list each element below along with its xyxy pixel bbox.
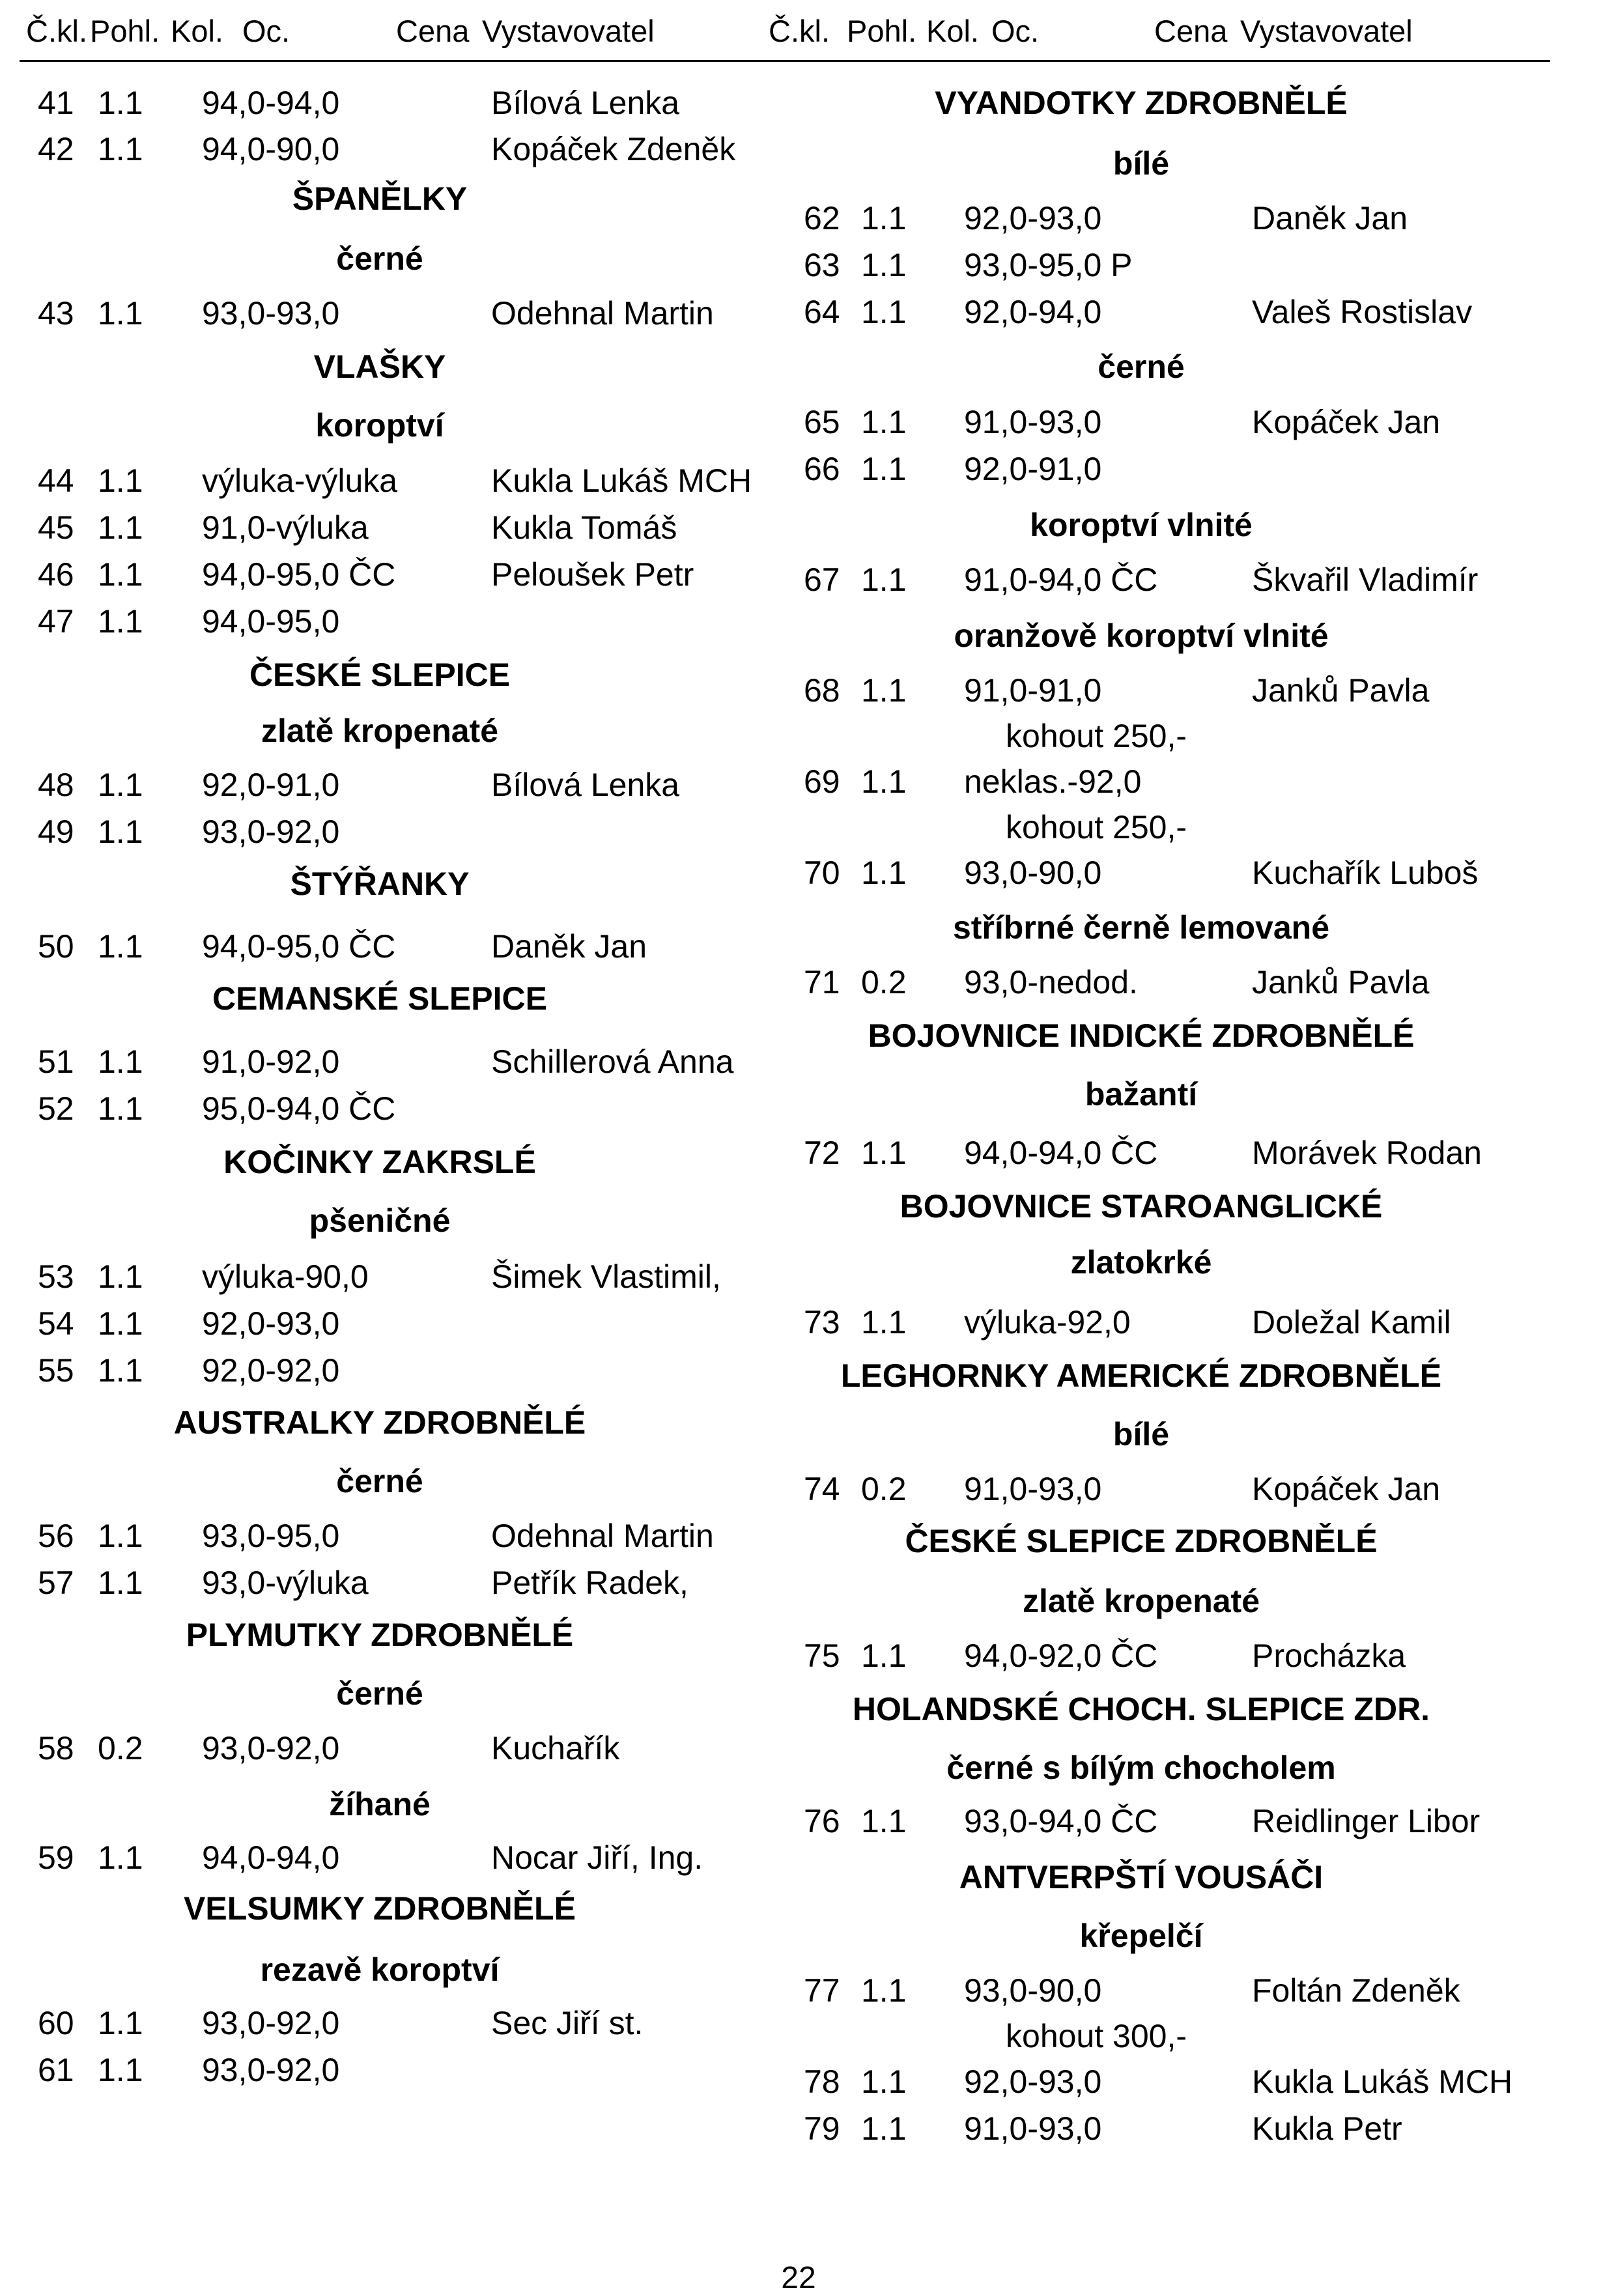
entry-exhibitor: Daněk Jan bbox=[1252, 200, 1408, 236]
entry-number: 66 bbox=[804, 451, 840, 487]
color-variety-heading: černé bbox=[1098, 348, 1185, 385]
entry-exhibitor: Foltán Zdeněk bbox=[1252, 1972, 1460, 2009]
entry-grade: 94,0-95,0 bbox=[202, 603, 340, 640]
entry-number: 55 bbox=[38, 1352, 74, 1389]
entry-grade: 93,0-92,0 bbox=[202, 814, 340, 850]
entry-grade: výluka-výluka bbox=[202, 462, 398, 499]
entry-grade: 93,0-92,0 bbox=[202, 2052, 340, 2088]
entry-grade: výluka-90,0 bbox=[202, 1258, 369, 1295]
entry-grade: 93,0-nedod. bbox=[964, 964, 1138, 1000]
breed-heading: LEGHORNKY AMERICKÉ ZDROBNĚLÉ bbox=[840, 1357, 1442, 1394]
breed-heading: ANTVERPŠTÍ VOUSÁČI bbox=[959, 1859, 1324, 1895]
entry-number: 75 bbox=[804, 1637, 840, 1674]
header-col-exhibitor: Vystavovatel bbox=[1240, 14, 1413, 48]
color-variety-heading: bílé bbox=[1113, 145, 1170, 182]
entry-grade: 93,0-95,0 P bbox=[964, 247, 1133, 283]
header-col-sex: Pohl. bbox=[90, 14, 160, 48]
entry-number: 46 bbox=[38, 556, 74, 593]
entry-number: 48 bbox=[38, 767, 74, 803]
entry-sex: 1.1 bbox=[98, 462, 143, 499]
entry-sex: 1.1 bbox=[861, 1972, 907, 2009]
entry-number: 53 bbox=[38, 1258, 74, 1295]
entry-sex: 1.1 bbox=[98, 1043, 143, 1080]
color-variety-heading: černé bbox=[336, 1675, 423, 1712]
header-rule bbox=[20, 60, 1550, 62]
header-col-exhibitor: Vystavovatel bbox=[482, 14, 655, 48]
entry-exhibitor: Kuchařík bbox=[491, 1730, 620, 1766]
entry-grade: 93,0-92,0 bbox=[202, 2005, 340, 2041]
entry-exhibitor: Kukla Lukáš MCH bbox=[1252, 2063, 1513, 2100]
entry-grade: 94,0-92,0 ČC bbox=[964, 1637, 1158, 1674]
entry-sex: 1.1 bbox=[861, 855, 907, 891]
entry-grade: 91,0-92,0 bbox=[202, 1043, 340, 1080]
entry-number: 61 bbox=[38, 2052, 74, 2088]
entry-sex: 1.1 bbox=[98, 85, 143, 121]
entry-sex: 1.1 bbox=[98, 603, 143, 640]
entry-number: 77 bbox=[804, 1972, 840, 2009]
entry-grade: 92,0-94,0 bbox=[964, 294, 1102, 330]
entry-exhibitor: Kuchařík Luboš bbox=[1252, 855, 1479, 891]
entry-exhibitor: Škvařil Vladimír bbox=[1252, 561, 1479, 598]
entry-exhibitor: Kopáček Jan bbox=[1252, 404, 1441, 440]
entry-grade: 92,0-93,0 bbox=[964, 200, 1102, 236]
color-variety-heading: žíhané bbox=[329, 1786, 431, 1822]
entry-grade: 93,0-92,0 bbox=[202, 1730, 340, 1766]
entry-number: 60 bbox=[38, 2005, 74, 2041]
breed-heading: ČESKÉ SLEPICE ZDROBNĚLÉ bbox=[905, 1523, 1378, 1559]
entry-sex: 1.1 bbox=[861, 763, 907, 800]
entry-sex: 1.1 bbox=[861, 200, 907, 236]
entry-sex: 1.1 bbox=[98, 767, 143, 803]
entry-number: 41 bbox=[38, 85, 74, 121]
entry-number: 64 bbox=[804, 294, 840, 330]
entry-exhibitor: Bílová Lenka bbox=[491, 767, 680, 803]
entry-number: 50 bbox=[38, 928, 74, 965]
color-variety-heading: bílé bbox=[1113, 1416, 1170, 1453]
entry-number: 67 bbox=[804, 561, 840, 598]
entry-sex: 1.1 bbox=[861, 451, 907, 487]
entry-number: 76 bbox=[804, 1803, 840, 1839]
entry-exhibitor: Schillerová Anna bbox=[491, 1043, 734, 1080]
breed-heading: AUSTRALKY ZDROBNĚLÉ bbox=[173, 1404, 586, 1441]
header-col-count: Kol. bbox=[926, 14, 979, 48]
entry-exhibitor: Daněk Jan bbox=[491, 928, 647, 965]
entry-sex: 1.1 bbox=[98, 1090, 143, 1127]
color-variety-heading: rezavě koroptví bbox=[260, 1951, 500, 1988]
color-variety-heading: koroptví bbox=[315, 407, 444, 444]
entry-sex: 1.1 bbox=[98, 2052, 143, 2088]
entry-sex: 1.1 bbox=[98, 2005, 143, 2041]
entry-grade: 93,0-výluka bbox=[202, 1565, 369, 1601]
entry-grade: 92,0-91,0 bbox=[202, 767, 340, 803]
entry-grade: neklas.-92,0 bbox=[964, 763, 1142, 800]
entry-exhibitor: Reidlinger Libor bbox=[1252, 1803, 1481, 1839]
entry-sex: 1.1 bbox=[98, 1518, 143, 1554]
entry-exhibitor: Peloušek Petr bbox=[491, 556, 694, 593]
entry-exhibitor: Valeš Rostislav bbox=[1252, 294, 1473, 330]
entry-exhibitor: Kopáček Jan bbox=[1252, 1471, 1441, 1507]
entry-grade: 94,0-94,0 bbox=[202, 85, 340, 121]
header-col-number: Č.kl. bbox=[26, 14, 87, 48]
breed-heading: VELSUMKY ZDROBNĚLÉ bbox=[184, 1890, 576, 1927]
color-variety-heading: zlatokrké bbox=[1070, 1244, 1212, 1281]
header-col-grade: Oc. bbox=[991, 14, 1040, 48]
entry-grade: 94,0-94,0 bbox=[202, 1839, 340, 1876]
entry-number: 47 bbox=[38, 603, 74, 640]
entry-number: 70 bbox=[804, 855, 840, 891]
entry-number: 62 bbox=[804, 200, 840, 236]
entry-sex: 1.1 bbox=[861, 2110, 907, 2147]
breed-heading: HOLANDSKÉ CHOCH. SLEPICE ZDR. bbox=[852, 1691, 1430, 1727]
color-variety-heading: bažantí bbox=[1084, 1076, 1198, 1113]
entry-grade: 95,0-94,0 ČC bbox=[202, 1090, 396, 1127]
entry-number: 79 bbox=[804, 2110, 840, 2147]
header-col-price: Cena bbox=[1154, 14, 1228, 48]
entry-grade: 91,0-93,0 bbox=[964, 2110, 1102, 2147]
entry-grade: 91,0-93,0 bbox=[964, 1471, 1102, 1507]
entry-sex: 1.1 bbox=[98, 1352, 143, 1389]
entry-exhibitor: Šimek Vlastimil, bbox=[491, 1258, 721, 1295]
price-note: kohout 250,- bbox=[1006, 809, 1187, 845]
breed-heading: BOJOVNICE INDICKÉ ZDROBNĚLÉ bbox=[868, 1017, 1415, 1054]
entry-sex: 1.1 bbox=[861, 561, 907, 598]
price-note: kohout 300,- bbox=[1006, 2018, 1187, 2054]
entry-number: 43 bbox=[38, 295, 74, 332]
color-variety-heading: stříbrné černě lemované bbox=[952, 909, 1330, 946]
entry-grade: 93,0-93,0 bbox=[202, 295, 340, 332]
entry-grade: 92,0-92,0 bbox=[202, 1352, 340, 1389]
entry-grade: 94,0-95,0 ČC bbox=[202, 556, 396, 593]
entry-exhibitor: Janků Pavla bbox=[1252, 964, 1430, 1000]
entry-number: 69 bbox=[804, 763, 840, 800]
entry-exhibitor: Odehnal Martin bbox=[491, 295, 714, 332]
entry-number: 73 bbox=[804, 1304, 840, 1340]
color-variety-heading: zlatě kropenaté bbox=[261, 713, 499, 749]
entry-exhibitor: Kukla Lukáš MCH bbox=[491, 462, 752, 499]
entry-grade: 91,0-93,0 bbox=[964, 404, 1102, 440]
entry-sex: 1.1 bbox=[861, 404, 907, 440]
entry-sex: 1.1 bbox=[861, 294, 907, 330]
header-col-count: Kol. bbox=[171, 14, 223, 48]
price-note: kohout 250,- bbox=[1006, 718, 1187, 754]
entry-exhibitor: Kopáček Zdeněk bbox=[491, 131, 736, 167]
entry-exhibitor: Janků Pavla bbox=[1252, 672, 1430, 709]
breed-heading: CEMANSKÉ SLEPICE bbox=[212, 980, 547, 1017]
entry-number: 44 bbox=[38, 462, 74, 499]
entry-sex: 0.2 bbox=[861, 1471, 907, 1507]
breed-heading: ŠPANĚLKY bbox=[292, 180, 468, 217]
entry-sex: 1.1 bbox=[98, 509, 143, 546]
entry-number: 71 bbox=[804, 964, 840, 1000]
entry-sex: 1.1 bbox=[98, 556, 143, 593]
entry-sex: 0.2 bbox=[98, 1730, 143, 1766]
entry-number: 63 bbox=[804, 247, 840, 283]
entry-number: 72 bbox=[804, 1135, 840, 1171]
entry-exhibitor: Kukla Petr bbox=[1252, 2110, 1402, 2147]
entry-exhibitor: Odehnal Martin bbox=[491, 1518, 714, 1554]
entry-number: 68 bbox=[804, 672, 840, 709]
breed-heading: KOČINKY ZAKRSLÉ bbox=[223, 1144, 536, 1180]
entry-number: 45 bbox=[38, 509, 74, 546]
entry-sex: 1.1 bbox=[861, 2063, 907, 2100]
entry-sex: 1.1 bbox=[861, 1135, 907, 1171]
header-col-grade: Oc. bbox=[242, 14, 291, 48]
entry-sex: 0.2 bbox=[861, 964, 907, 1000]
color-variety-heading: černé bbox=[336, 1463, 423, 1499]
entry-sex: 1.1 bbox=[98, 928, 143, 965]
entry-sex: 1.1 bbox=[98, 814, 143, 850]
entry-number: 74 bbox=[804, 1471, 840, 1507]
entry-exhibitor: Petřík Radek, bbox=[491, 1565, 688, 1601]
breed-heading: VYANDOTKY ZDROBNĚLÉ bbox=[935, 85, 1348, 121]
entry-grade: výluka-92,0 bbox=[964, 1304, 1131, 1340]
entry-number: 56 bbox=[38, 1518, 74, 1554]
entry-sex: 1.1 bbox=[98, 1839, 143, 1876]
entry-exhibitor: Kukla Tomáš bbox=[491, 509, 677, 546]
entry-exhibitor: Procházka bbox=[1252, 1637, 1406, 1674]
entry-grade: 93,0-94,0 ČC bbox=[964, 1803, 1158, 1839]
entry-number: 59 bbox=[38, 1839, 74, 1876]
color-variety-heading: oranžově koroptví vlnité bbox=[954, 617, 1329, 654]
entry-number: 78 bbox=[804, 2063, 840, 2100]
entry-exhibitor: Doležal Kamil bbox=[1252, 1304, 1451, 1340]
color-variety-heading: křepelčí bbox=[1079, 1918, 1203, 1954]
entry-grade: 92,0-93,0 bbox=[202, 1305, 340, 1342]
breed-heading: ČESKÉ SLEPICE bbox=[249, 657, 511, 693]
entry-grade: 94,0-94,0 ČC bbox=[964, 1135, 1158, 1171]
breed-heading: BOJOVNICE STAROANGLICKÉ bbox=[900, 1188, 1383, 1225]
entry-number: 65 bbox=[804, 404, 840, 440]
entry-grade: 91,0-výluka bbox=[202, 509, 369, 546]
page-number: 22 bbox=[781, 2261, 816, 2295]
entry-number: 57 bbox=[38, 1565, 74, 1601]
entry-sex: 1.1 bbox=[861, 1304, 907, 1340]
entry-exhibitor: Nocar Jiří, Ing. bbox=[491, 1839, 703, 1876]
entry-sex: 1.1 bbox=[98, 295, 143, 332]
entry-number: 42 bbox=[38, 131, 74, 167]
entry-sex: 1.1 bbox=[98, 1258, 143, 1295]
entry-exhibitor: Sec Jiří st. bbox=[491, 2005, 644, 2041]
color-variety-heading: koroptví vlnité bbox=[1030, 507, 1253, 543]
entry-grade: 93,0-90,0 bbox=[964, 855, 1102, 891]
entry-sex: 1.1 bbox=[861, 1803, 907, 1839]
entry-sex: 1.1 bbox=[861, 672, 907, 709]
entry-grade: 91,0-91,0 bbox=[964, 672, 1102, 709]
entry-number: 54 bbox=[38, 1305, 74, 1342]
entry-sex: 1.1 bbox=[98, 131, 143, 167]
color-variety-heading: černé bbox=[336, 240, 423, 277]
header-col-price: Cena bbox=[396, 14, 470, 48]
color-variety-heading: pšeničné bbox=[309, 1202, 451, 1239]
entry-number: 52 bbox=[38, 1090, 74, 1127]
entry-grade: 94,0-90,0 bbox=[202, 131, 340, 167]
entry-grade: 94,0-95,0 ČC bbox=[202, 928, 396, 965]
entry-grade: 92,0-91,0 bbox=[964, 451, 1102, 487]
header-col-sex: Pohl. bbox=[847, 14, 917, 48]
entry-grade: 92,0-93,0 bbox=[964, 2063, 1102, 2100]
entry-exhibitor: Bílová Lenka bbox=[491, 85, 680, 121]
color-variety-heading: černé s bílým chocholem bbox=[946, 1750, 1336, 1786]
entry-number: 51 bbox=[38, 1043, 74, 1080]
entry-sex: 1.1 bbox=[98, 1305, 143, 1342]
entry-sex: 1.1 bbox=[98, 1565, 143, 1601]
entry-sex: 1.1 bbox=[861, 247, 907, 283]
breed-heading: VLAŠKY bbox=[313, 348, 446, 385]
entry-exhibitor: Morávek Rodan bbox=[1252, 1135, 1482, 1171]
entry-grade: 93,0-95,0 bbox=[202, 1518, 340, 1554]
breed-heading: PLYMUTKY ZDROBNĚLÉ bbox=[186, 1617, 574, 1653]
breed-heading: ŠTÝŘANKY bbox=[290, 866, 470, 902]
color-variety-heading: zlatě kropenaté bbox=[1022, 1583, 1260, 1619]
entry-sex: 1.1 bbox=[861, 1637, 907, 1674]
entry-number: 58 bbox=[38, 1730, 74, 1766]
header-col-number: Č.kl. bbox=[769, 14, 830, 48]
entry-grade: 93,0-90,0 bbox=[964, 1972, 1102, 2009]
entry-grade: 91,0-94,0 ČC bbox=[964, 561, 1158, 598]
entry-number: 49 bbox=[38, 814, 74, 850]
